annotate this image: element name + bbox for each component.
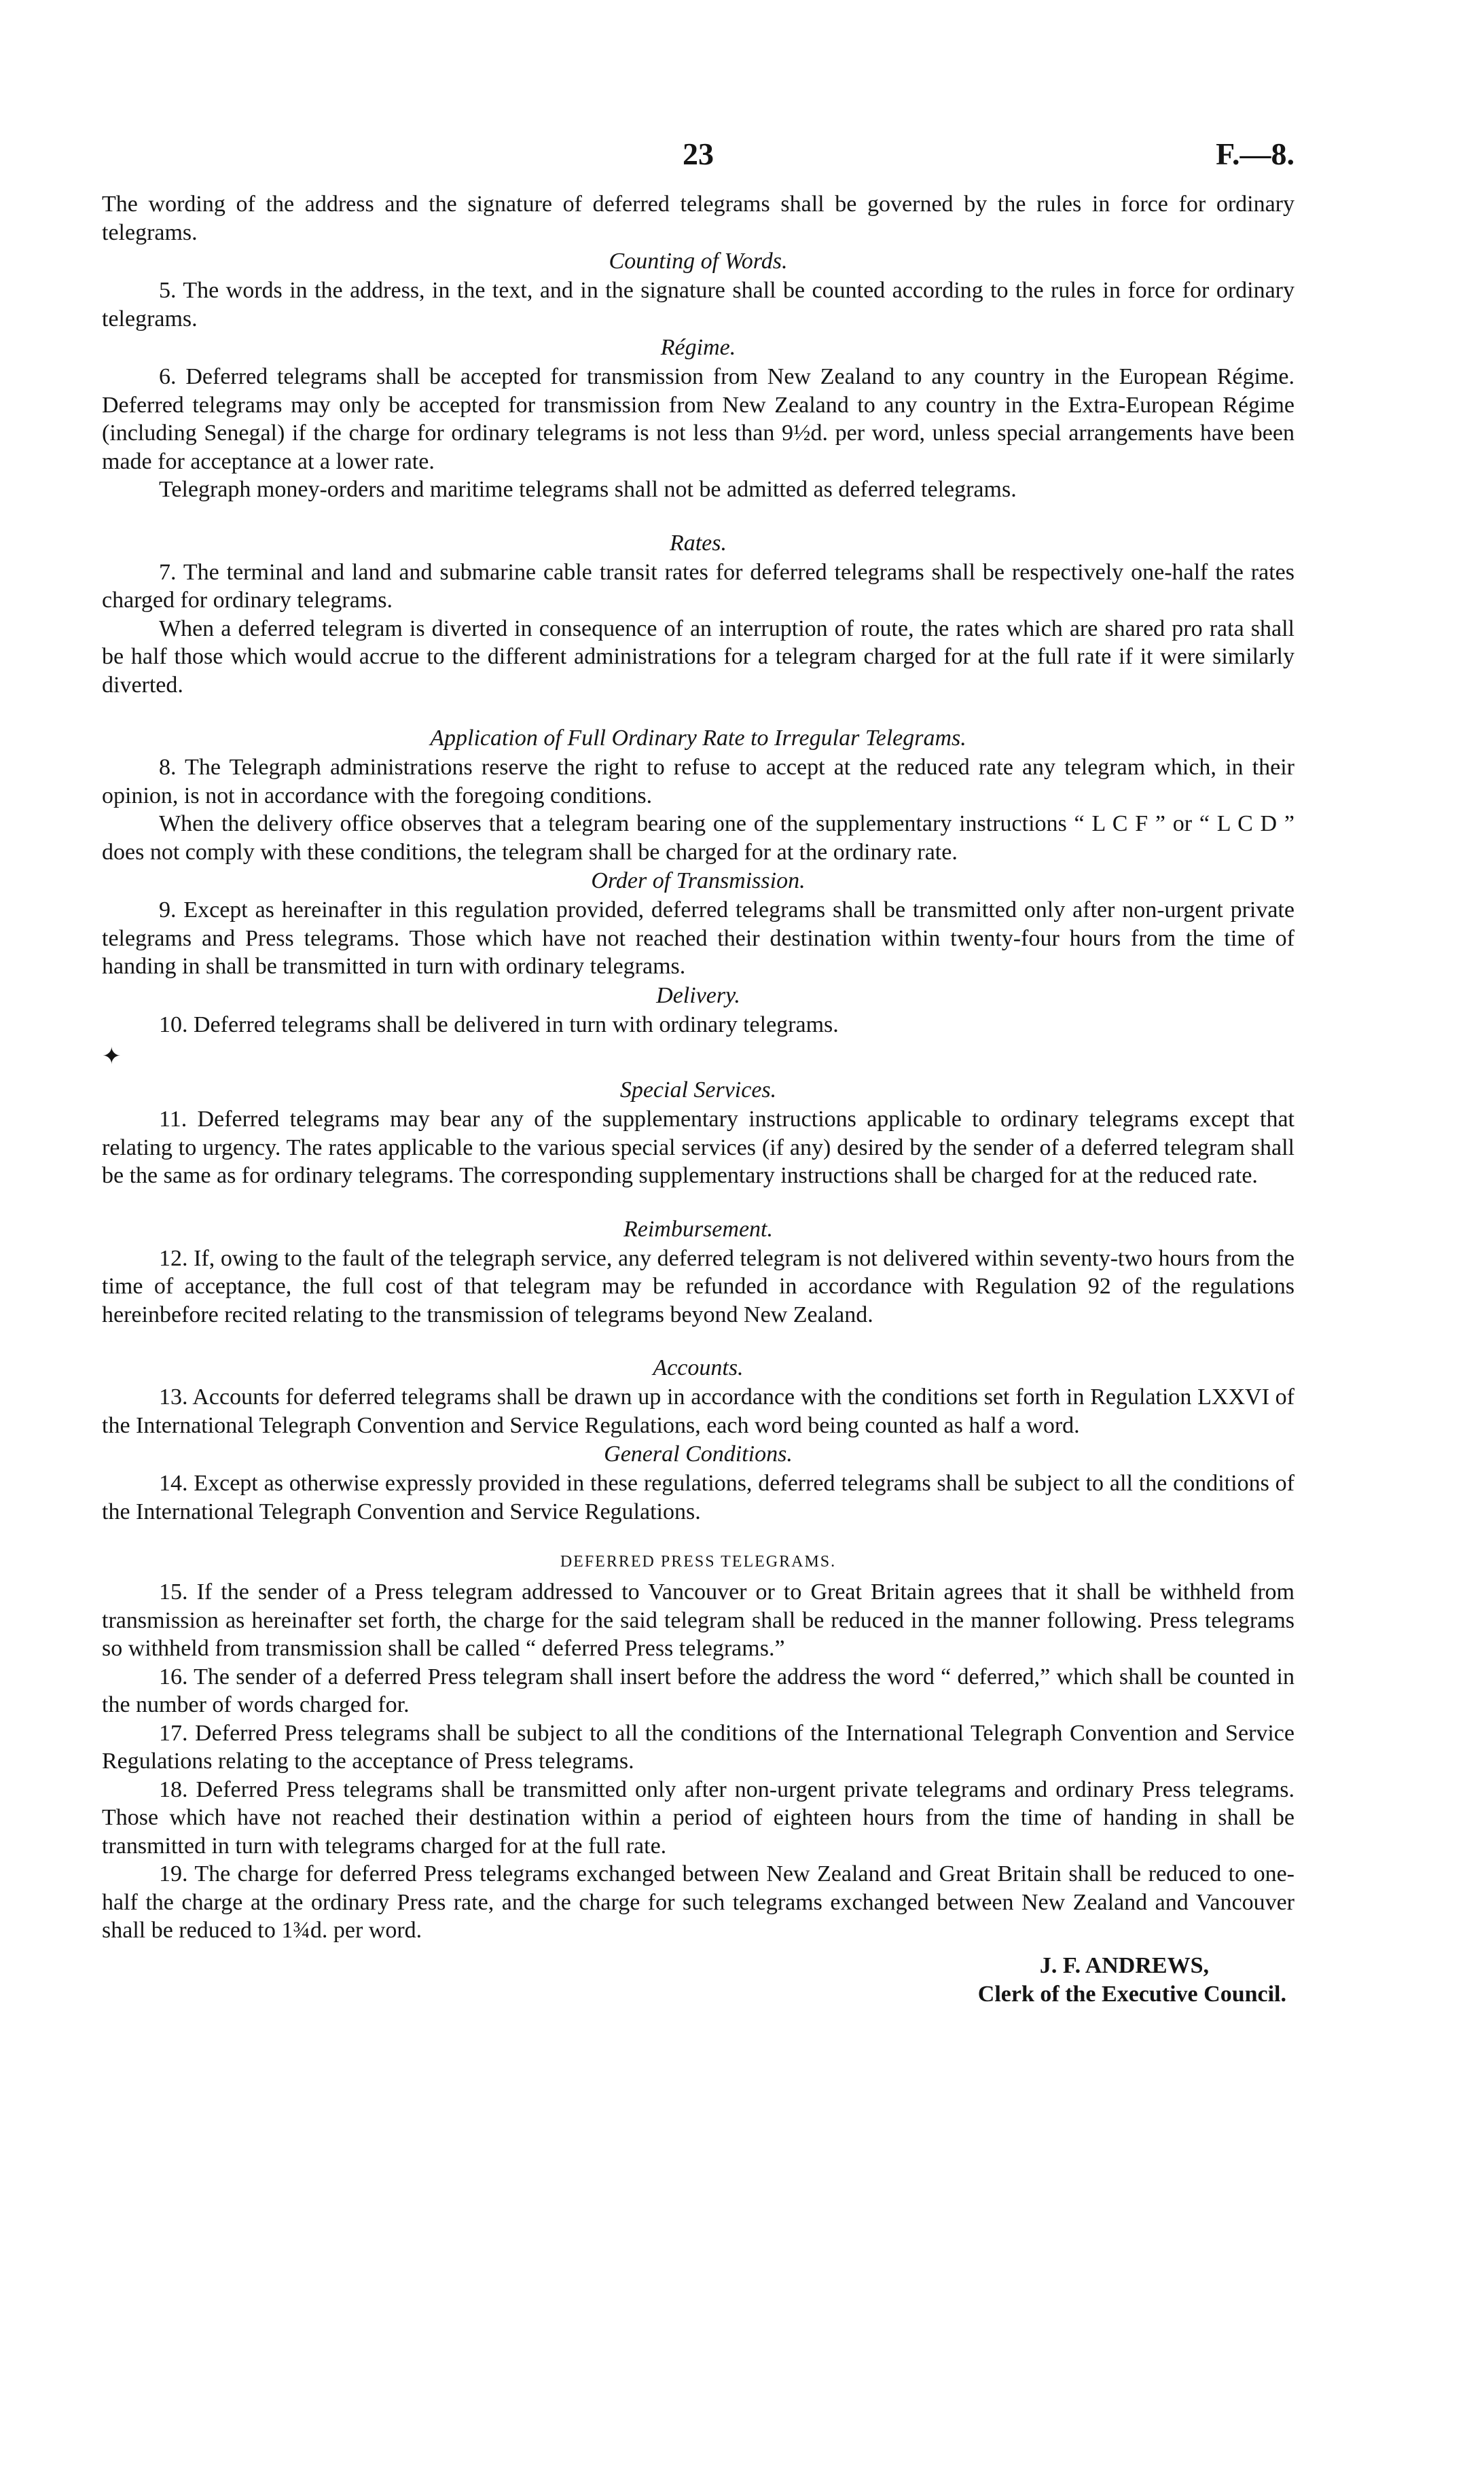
paragraph-19: 19. The charge for deferred Press telegrams exchanged between New Zealand and Great Britain shall be reduced to one-half the charge at the ordinary Press rate, and the charge for such telegrams exchanged between New Zealand and Vancouver shall be reduced to 1¾d. per word. xyxy=(102,1861,1295,1943)
heading-accounts: Accounts. xyxy=(653,1355,744,1380)
paragraph-7b: When a deferred telegram is diverted in consequence of an interruption of route, the rates which are shared pro rata shall be half those which would accrue to the different administrations for a telegram charged for at the full rate if it were similarly diverted. xyxy=(102,615,1295,698)
heading-order-of-transmission: Order of Transmission. xyxy=(591,868,806,893)
signatory-name: J. F. ANDREWS, xyxy=(1039,1952,1209,1978)
paragraph-wording: The wording of the address and the signature of deferred telegrams shall be governed by the rules in force for ordinary telegrams. xyxy=(102,192,1295,245)
page-header xyxy=(102,136,1295,190)
paragraph-11: 11. Deferred telegrams may bear any of the supplementary instructions applicable to ordinary telegrams except that relating to urgency. The rates applicable to the various special services (if any) desired by the sender of a deferred telegram shall be the same as for ordinary telegrams. The corresponding supplementary instructions shall be charged for at the reduced rate. xyxy=(102,1107,1295,1188)
heading-delivery: Delivery. xyxy=(656,982,740,1008)
page-number: 23 xyxy=(683,137,714,171)
paragraph-18: 18. Deferred Press telegrams shall be transmitted only after non-urgent private telegrams and ordinary Press telegrams. Those which have not reached their destination within a period of eighteen hours from the time of handing in shall be transmitted in turn with telegrams charged for at the full rate. xyxy=(102,1776,1295,1859)
paragraph-7: 7. The terminal and land and submarine cable transit rates for deferred telegrams shall be respectively one-half the rates charged for ordinary telegrams. xyxy=(102,559,1295,613)
heading-reimbursement: Reimbursement. xyxy=(623,1216,773,1242)
signatory-office: Clerk of the Executive Council. xyxy=(977,1981,1286,2007)
paragraph-6: 6. Deferred telegrams shall be accepted for transmission from New Zealand to any country in the European Régime. Deferred telegrams may only be accepted for transmission from New Zealand to any country in the Extra-European Régime (including Senegal) if the charge for ordinary telegrams is not less than 9½d. per word, unless special arrangements have been made for acceptance at a lower rate. xyxy=(102,364,1295,474)
paragraph-5: 5. The words in the address, in the text, and in the signature shall be counted according to the rules in force for ordinary telegrams. xyxy=(102,278,1295,332)
paragraph-6b: Telegraph money-orders and maritime telegrams shall not be admitted as deferred telegrams. xyxy=(159,477,1017,502)
heading-application: Application of Full Ordinary Rate to Irregular Telegrams. xyxy=(430,726,966,751)
document-reference: F.—8. xyxy=(1216,137,1295,171)
signature-block xyxy=(102,1952,1295,2009)
heading-regime: Régime. xyxy=(660,335,736,360)
margin-mark: ✦ xyxy=(102,1044,122,1069)
paragraph-14: 14. Except as otherwise expressly provided in these regulations, deferred telegrams shall be subject to all the conditions of the International Telegraph Convention and Service Regulations. xyxy=(102,1471,1295,1524)
heading-deferred-press-telegrams: DEFERRED PRESS TELEGRAMS. xyxy=(560,1553,837,1571)
heading-counting-of-words: Counting of Words. xyxy=(609,249,788,274)
document-page xyxy=(102,136,1295,2009)
paragraph-10: 10. Deferred telegrams shall be delivered in turn with ordinary telegrams. xyxy=(159,1012,839,1037)
paragraph-9: 9. Except as hereinafter in this regulation provided, deferred telegrams shall be transmitted only after non-urgent private telegrams and Press telegrams. Those which have not reached their destination within twenty-four hours from the time of handing in shall be transmitted in turn with ordinary telegrams. xyxy=(102,897,1295,979)
paragraph-17: 17. Deferred Press telegrams shall be subject to all the conditions of the International Telegraph Convention and Service Regulations relating to the acceptance of Press telegrams. xyxy=(102,1720,1295,1774)
heading-special-services: Special Services. xyxy=(619,1077,777,1103)
heading-rates: Rates. xyxy=(669,530,727,556)
paragraph-12: 12. If, owing to the fault of the telegraph service, any deferred telegram is not delivered within seventy-two hours from the time of acceptance, the full cost of that telegram may be refunded in accordance with Regulation 92 of the regulations hereinbefore recited relating to the transmission of telegrams beyond New Zealand. xyxy=(102,1245,1295,1327)
paragraph-16: 16. The sender of a deferred Press telegram shall insert before the address the word “ deferred,” which shall be counted in the number of words charged for. xyxy=(102,1664,1295,1717)
paragraph-13: 13. Accounts for deferred telegrams shall be drawn up in accordance with the conditions set forth in Regulation LXXVI of the International Telegraph Convention and Service Regulations, each word being counted as half a word. xyxy=(102,1384,1295,1438)
heading-general-conditions: General Conditions. xyxy=(604,1442,793,1467)
paragraph-8: 8. The Telegraph administrations reserve the right to refuse to accept at the reduced rate any telegram which, in their opinion, is not in accordance with the foregoing conditions. xyxy=(102,755,1295,808)
paragraph-15: 15. If the sender of a Press telegram addressed to Vancouver or to Great Britain agrees that it shall be withheld from transmission as hereinafter set forth, the charge for the said telegram shall be reduced in the manner following. Press telegrams so withheld from transmission shall be called “ deferred Press telegrams.” xyxy=(102,1579,1295,1661)
paragraph-8b: When the delivery office observes that a telegram bearing one of the supplementary instructions “ L C F ” or “ L C D ” does not comply with these conditions, the telegram shall be charged for at the ordinary rate. xyxy=(102,811,1295,865)
